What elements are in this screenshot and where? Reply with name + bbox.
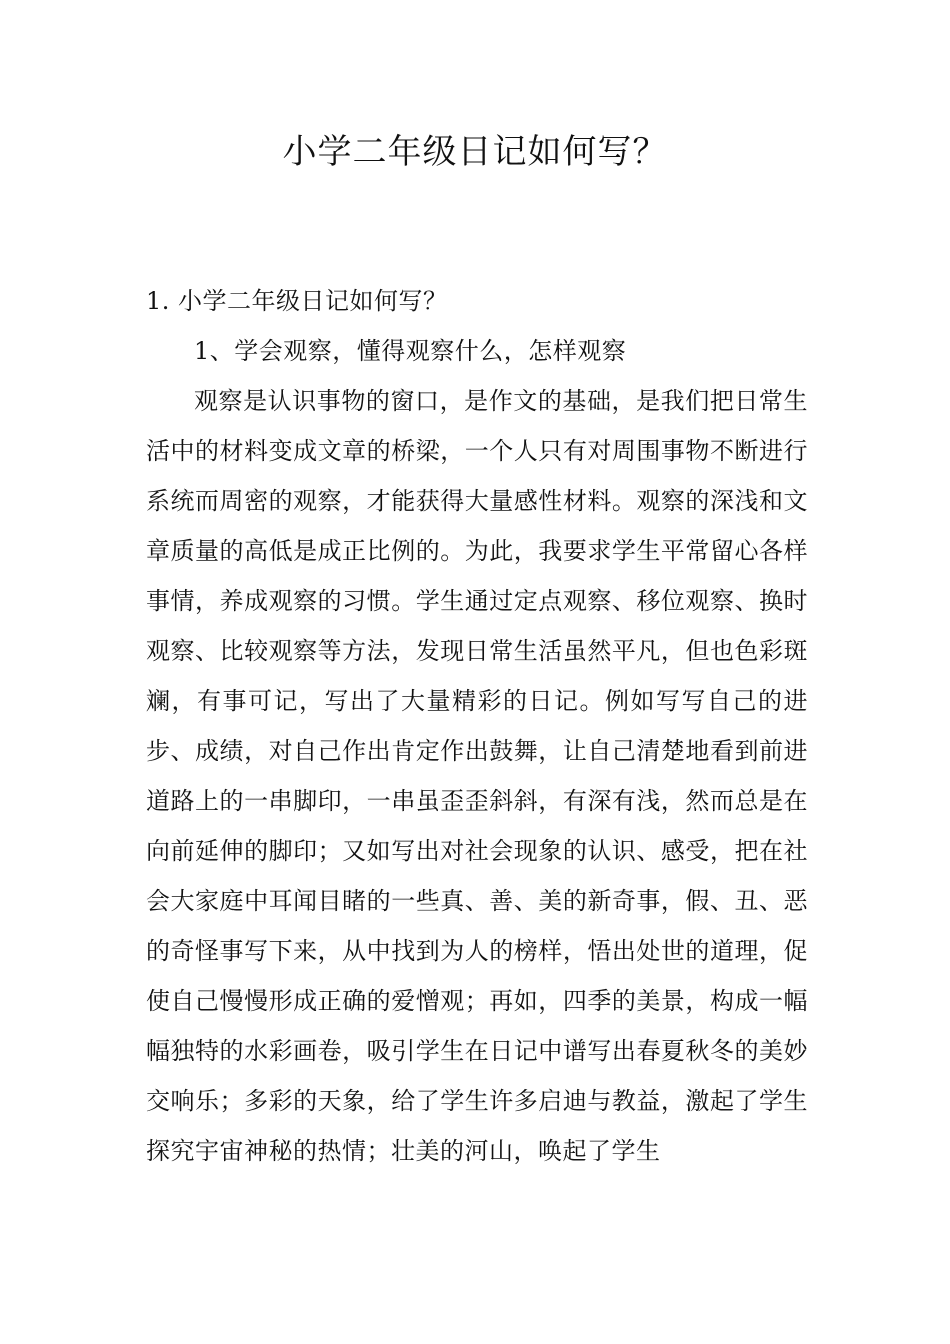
document-body	[146, 276, 808, 1176]
sub-heading: 1、学会观察，懂得观察什么，怎样观察	[194, 337, 627, 365]
document-title: 小学二年级日记如何写？	[282, 132, 668, 172]
question-heading: 1. 小学二年级日记如何写？	[146, 287, 448, 315]
body-paragraph: 观察是认识事物的窗口，是作文的基础，是我们把日常生活中的材料变成文章的桥梁，一个人只有对周围事物不断进行系统而周密的观察，才能获得大量感性材料。观察的深浅和文章质量的高低是成正比例的。为此，我要求学生平常留心各样事情，养成观察的习惯。学生通过定点观察、移位观察、换时观察、比较观察等方法，发现日常生活虽然平凡，但也色彩斑斓，有事可记，写出了大量精彩的日记。例如写写自己的进步、成绩，对自己作出肯定作出鼓舞，让自己清楚地看到前进道路上的一串脚印，一串虽歪歪斜斜，有深有浅，然而总是在向前延伸的脚印；又如写出对社会现象的认识、感受，把在社会大家庭中耳闻目睹的一些真、善、美的新奇事，假、丑、恶的奇怪事写下来，从中找到为人的榜样，悟出处世的道理，促使自己慢慢形成正确的爱憎观；再如，四季的美景，构成一幅幅独特的水彩画卷，吸引学生在日记中谱写出春夏秋冬的美妙交响乐；多彩的天象，给了学生许多启迪与教益，激起了学生探究宇宙神秘的热情；壮美的河山，唤起了学生	[146, 387, 808, 1165]
